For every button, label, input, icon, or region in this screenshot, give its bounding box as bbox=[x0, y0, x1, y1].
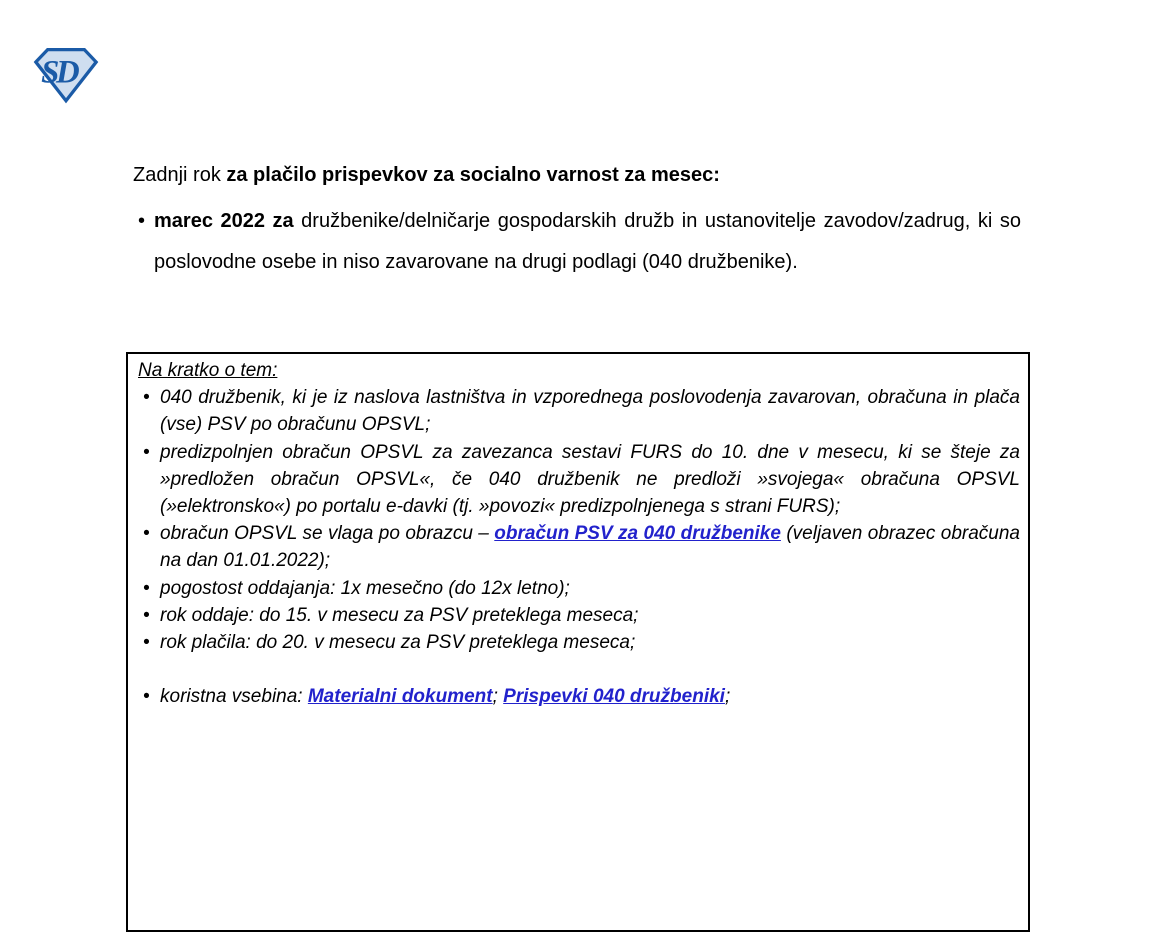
main-bullet-lead: marec 2022 za bbox=[154, 210, 294, 232]
list-item-pre: obračun OPSVL se vlaga po obrazcu – bbox=[160, 523, 495, 545]
list-item bbox=[138, 384, 1020, 438]
list-item bbox=[138, 629, 1020, 656]
list-item-text: 040 družbenik, ki je iz naslova lastništva in vzporednega poslovodenja zavarovan, obračuna in plača (vse) PSV po obračunu OPSVL; bbox=[160, 387, 1020, 436]
list-item-text: predizpolnjen obračun OPSVL za zavezanca sestavi FURS do 10. dne v mesecu, ki se šteje za »predložen obračun OPSVL«, če 040 družbenik ne predloži »svojega« obračuna OPSVL (»elektronsko«) po portalu e-davki (tj. »povozi« predizpolnjenega s strani FURS); bbox=[160, 441, 1020, 518]
bullet-marker bbox=[138, 520, 160, 574]
list-item-post: (veljaven obrazec obračuna na dan 01.01.2022); bbox=[160, 523, 1021, 572]
bullet-marker bbox=[138, 683, 160, 710]
bullet-marker bbox=[138, 575, 160, 602]
bullet-marker bbox=[138, 629, 160, 656]
list-item-text bbox=[160, 520, 1020, 574]
list-item-text: rok oddaje: do 15. v mesecu za PSV preteklega meseca; bbox=[160, 604, 639, 626]
page-title bbox=[133, 164, 1021, 187]
list-item-sep: ; bbox=[492, 686, 504, 708]
list-item bbox=[138, 520, 1020, 574]
list-item bbox=[138, 575, 1020, 602]
list-item-text: pogostost oddajanja: 1x mesečno (do 12x letno); bbox=[160, 577, 570, 599]
bullet-marker bbox=[133, 201, 154, 282]
sd-logo-letters: SD bbox=[41, 54, 77, 91]
page-title-normal: Zadnji rok bbox=[133, 164, 227, 186]
list-item-pre: koristna vsebina: bbox=[160, 686, 308, 708]
summary-box bbox=[126, 352, 1030, 932]
list-item bbox=[138, 602, 1020, 629]
page-title-bold: za plačilo prispevkov za socialno varnost za mesec: bbox=[226, 164, 720, 186]
list-item bbox=[138, 439, 1020, 521]
box-title: Na kratko o tem: bbox=[138, 360, 278, 381]
list-item bbox=[138, 683, 1020, 710]
bullet-marker bbox=[138, 384, 160, 438]
list-item-text bbox=[160, 683, 1020, 710]
link-prispevki-040-druzbeniki[interactable]: Prispevki 040 družbeniki bbox=[503, 686, 725, 708]
list-item-post: ; bbox=[724, 686, 731, 708]
list-item-text: rok plačila: do 20. v mesecu za PSV preteklega meseca; bbox=[160, 632, 636, 654]
main-bullet-text bbox=[154, 201, 1021, 282]
link-materialni-dokument[interactable]: Materialni dokument bbox=[307, 686, 493, 708]
bullet-marker bbox=[138, 602, 160, 629]
sd-logo bbox=[33, 45, 99, 104]
bullet-marker bbox=[138, 439, 160, 521]
main-bullet-item bbox=[133, 201, 1021, 282]
main-bullet-rest: družbenike/delničarje gospodarskih družb in ustanovitelje zavodov/zadrug, ki so poslovodne osebe in niso zavarovane na drugi podlagi (040 družbenike). bbox=[154, 210, 1021, 273]
link-obracun-psv-040[interactable]: obračun PSV za 040 družbenike bbox=[494, 523, 781, 545]
